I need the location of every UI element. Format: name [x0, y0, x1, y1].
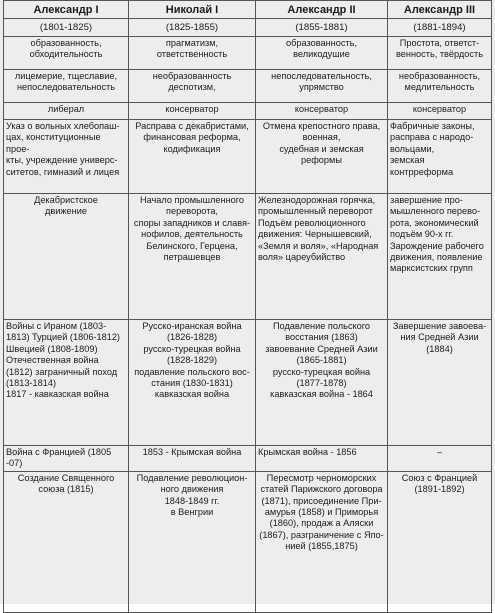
- cell-wars-alexander-3: Завершение завоева- ния Средней Азии (1884): [388, 320, 492, 446]
- cell-negative-alexander-2: непоследовательность, упрямство: [256, 70, 388, 103]
- cell-reforms-alexander-3: Фабричные законы, расправа с народо- вольцами, земская контрреформа: [388, 120, 492, 194]
- cell-reforms-alexander-1: Указ о вольных хлебопаш- цах, конституционные прое- кты, учреждение универс- ситетов, гимназий и лицея: [4, 120, 129, 194]
- rulers-comparison-table: [3, 0, 492, 613]
- cell-powers-alexander-1: Война с Францией (1805 -07): [4, 446, 129, 472]
- cell-years-nicholas-1: (1825-1855): [129, 19, 256, 37]
- cell-years-alexander-3: (1881-1894): [388, 19, 492, 37]
- row-social-movements: [4, 194, 492, 320]
- header-nicholas-1: Николай I: [129, 1, 256, 19]
- cell-wars-alexander-2: Подавление польского восстания (1863) завоевание Средней Азии (1865-1881) русско-турецкая война (1877-1878) кавказская война - 1864: [256, 320, 388, 446]
- row-reforms: [4, 120, 492, 194]
- cell-powers-alexander-3: –: [388, 446, 492, 472]
- cell-movements-alexander-2: Железнодорожная горячка, промышленный переворот Подъём революционного движения: Чернышевский, «Земля и воля», «Народная воля» цареубийство: [256, 194, 388, 320]
- cell-powers-nicholas-1: 1853 - Крымская война: [129, 446, 256, 472]
- cell-views-alexander-1: либерал: [4, 103, 129, 120]
- cell-negative-alexander-3: необразованность, медлительность: [388, 70, 492, 103]
- cell-reforms-nicholas-1: Расправа с декабристами, финансовая реформа, кодификация: [129, 120, 256, 194]
- cell-movements-alexander-1: Декабристское движение: [4, 194, 129, 320]
- cell-foreign-alexander-1: Создание Священного союза (1815): [4, 471, 129, 612]
- header-row: [4, 1, 492, 19]
- cell-positive-alexander-3: Простота, ответст- венность, твёрдость: [388, 37, 492, 70]
- header-alexander-1: Александр I: [4, 1, 129, 19]
- row-wars: [4, 320, 492, 446]
- header-alexander-2: Александр II: [256, 1, 388, 19]
- cell-powers-alexander-2: Крымская война - 1856: [256, 446, 388, 472]
- cell-foreign-nicholas-1: Подавление революцион- ного движения 1848-1849 гг. в Венгрии: [129, 471, 256, 612]
- cell-positive-nicholas-1: прагматизм, ответственность: [129, 37, 256, 70]
- row-reign-years: [4, 19, 492, 37]
- cell-views-alexander-2: консерватор: [256, 103, 388, 120]
- row-political-views: [4, 103, 492, 120]
- cell-positive-alexander-2: образованность, великодушие: [256, 37, 388, 70]
- cell-movements-alexander-3: завершение про- мышленного перево- рота, экономический подъём 90-х гг. Зарождение рабочего движения, появление марксистских групп: [388, 194, 492, 320]
- cell-movements-nicholas-1: Начало промышленного переворота, споры западников и славя- нофилов, деятельность Белинского, Герцена, петрашевцев: [129, 194, 256, 320]
- cell-reforms-alexander-2: Отмена крепостного права, военная, судебная и земская реформы: [256, 120, 388, 194]
- row-wars-with-powers: [4, 446, 492, 472]
- cell-views-nicholas-1: консерватор: [129, 103, 256, 120]
- cell-negative-alexander-1: лицемерие, тщеславие, непоследовательность: [4, 70, 129, 103]
- cell-years-alexander-2: (1855-1881): [256, 19, 388, 37]
- cell-positive-alexander-1: образованность, обходительность: [4, 37, 129, 70]
- cell-foreign-alexander-3: Союз с Францией (1891-1892): [388, 471, 492, 612]
- cell-wars-alexander-1: Войны с Ираном (1803- 1813) Турцией (1806-1812) Швецией (1808-1809) Отечественная война (1812) заграничный поход (1813-1814) 1817 - кавказская война: [4, 320, 129, 446]
- cell-views-alexander-3: консерватор: [388, 103, 492, 120]
- header-alexander-3: Александр III: [388, 1, 492, 19]
- row-negative-traits: [4, 70, 492, 103]
- cell-years-alexander-1: (1801-1825): [4, 19, 129, 37]
- row-foreign-policy: [4, 471, 492, 612]
- row-positive-traits: [4, 37, 492, 70]
- cell-wars-nicholas-1: Русско-иранская война (1826-1828) русско-турецкая война (1828-1829) подавление польского вос- стания (1830-1831) кавказская война: [129, 320, 256, 446]
- cell-foreign-alexander-2: Пересмотр черноморских статей Парижского договора (1871), присоединение При- амурья (1858) и Приморья (1860), продаж а Аляски (1867), разграничение с Япо- нией (1855,1875): [256, 471, 388, 612]
- cell-negative-nicholas-1: необразованность деспотизм,: [129, 70, 256, 103]
